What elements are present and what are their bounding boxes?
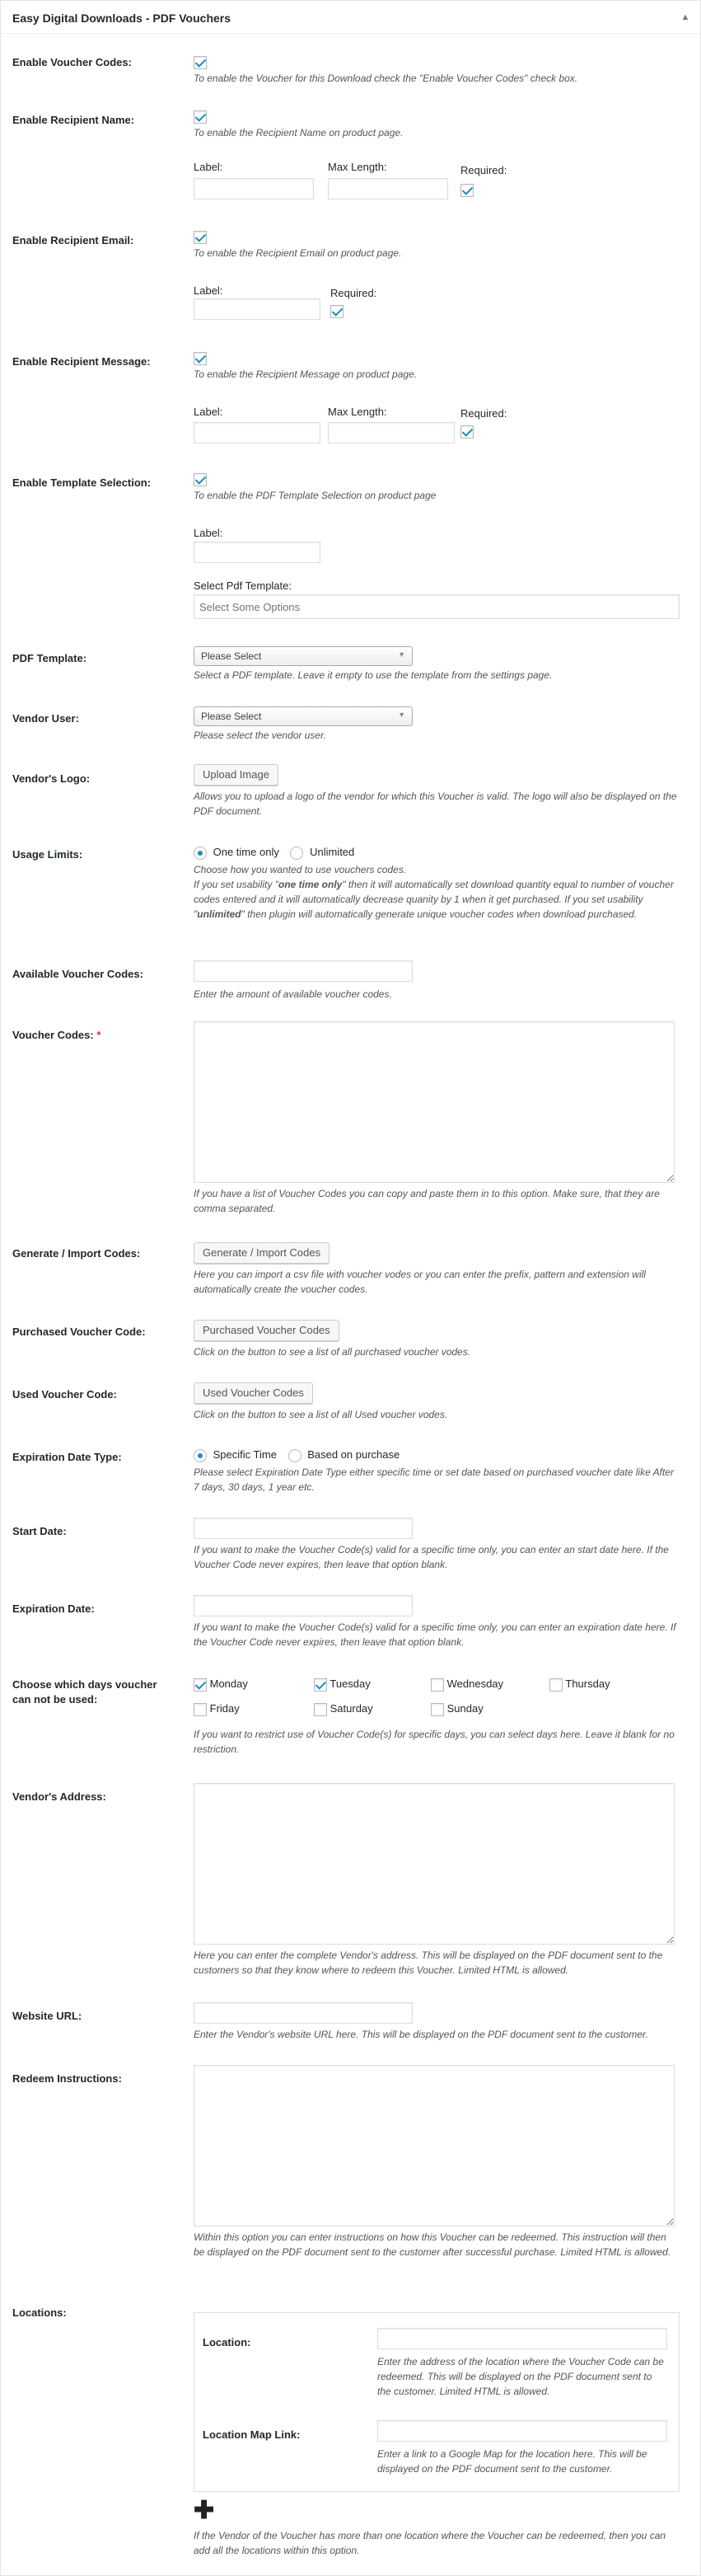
website-url-input[interactable] xyxy=(194,2002,413,2024)
recipient-email-label-caption: Label: xyxy=(194,284,223,297)
enable-voucher-checkbox[interactable] xyxy=(194,56,207,69)
recipient-name-label-input[interactable] xyxy=(194,178,314,199)
start-date-label: Start Date: xyxy=(12,1525,67,1537)
locations-label: Locations: xyxy=(12,2306,67,2319)
pdf-template-desc: Select a PDF template. Leave it empty to use the template from the settings page. xyxy=(194,669,553,681)
plus-icon[interactable]: ✚ xyxy=(194,2497,215,2524)
specific-time-radio[interactable] xyxy=(194,1449,207,1462)
expiration-type-desc: Please select Expiration Date Type either specific time or set date based on purchased voucher date like After 7 days, 30 days, 1 year etc. xyxy=(194,1466,674,1493)
template-select-caption: Select Pdf Template: xyxy=(194,579,292,592)
recipient-message-max-input[interactable] xyxy=(328,422,455,443)
days-desc: If you want to restrict use of Voucher Code(s) for specific days, you can select days here. Leave it blank for no restriction. xyxy=(194,1729,675,1755)
location-input[interactable] xyxy=(377,2328,667,2349)
used-codes-button[interactable]: Used Voucher Codes xyxy=(194,1382,313,1404)
pdf-template-select-value: Please Select xyxy=(201,650,262,662)
location-map-label: Location Map Link: xyxy=(203,2428,301,2441)
day-wednesday-checkbox[interactable] xyxy=(431,1678,444,1692)
recipient-name-required-caption: Required: xyxy=(460,164,507,176)
template-label-input[interactable] xyxy=(194,542,320,563)
recipient-message-checkbox[interactable] xyxy=(194,352,207,365)
purchased-codes-button[interactable]: Purchased Voucher Codes xyxy=(194,1320,339,1341)
recipient-message-max-caption: Max Length: xyxy=(328,406,387,418)
template-multiselect-input[interactable] xyxy=(194,594,680,619)
used-codes-desc: Click on the button to see a list of all Used voucher vodes. xyxy=(194,1409,448,1420)
used-codes-label: Used Voucher Code: xyxy=(12,1388,117,1401)
day-saturday[interactable]: Saturday xyxy=(314,1702,373,1716)
start-date-input[interactable] xyxy=(194,1518,413,1539)
day-monday-checkbox[interactable] xyxy=(194,1678,207,1692)
generate-import-button[interactable]: Generate / Import Codes xyxy=(194,1242,329,1264)
recipient-email-required-checkbox[interactable] xyxy=(330,305,343,318)
redeem-label: Redeem Instructions: xyxy=(12,2072,122,2085)
recipient-message-required-checkbox[interactable] xyxy=(460,425,474,439)
day-thursday[interactable]: Thursday xyxy=(549,1677,610,1692)
generate-import-label: Generate / Import Codes: xyxy=(12,1247,141,1260)
recipient-name-label: Enable Recipient Name: xyxy=(12,114,135,126)
recipient-name-required-checkbox[interactable] xyxy=(460,184,474,197)
based-on-purchase-label: Based on purchase xyxy=(307,1448,400,1461)
locations-desc: If the Vendor of the Voucher has more than one location where the Voucher can be redeemed, then you can add all the locations within this option. xyxy=(194,2530,666,2556)
usage-one-time-radio[interactable] xyxy=(194,847,207,860)
recipient-email-label: Enable Recipient Email: xyxy=(12,234,134,246)
vendor-user-label: Vendor User: xyxy=(12,712,79,725)
location-box xyxy=(194,2312,680,2492)
triangle-up-icon[interactable]: ▲ xyxy=(680,12,690,22)
locations-row xyxy=(1,2306,701,2569)
available-codes-label: Available Voucher Codes: xyxy=(12,968,143,980)
recipient-message-label-caption: Label: xyxy=(194,406,223,418)
usage-limits-desc-1: Choose how you wanted to use vouchers codes. xyxy=(194,864,407,875)
recipient-name-label-caption: Label: xyxy=(194,161,223,173)
template-selection-label: Enable Template Selection: xyxy=(12,476,152,489)
location-map-desc: Enter a link to a Google Map for the location here. This will be displayed on the PDF document sent to the customer. xyxy=(377,2448,647,2475)
day-tuesday-checkbox[interactable] xyxy=(314,1678,327,1692)
available-codes-desc: Enter the amount of available voucher codes. xyxy=(194,988,392,1000)
purchased-codes-label: Purchased Voucher Code: xyxy=(12,1326,146,1338)
template-selection-checkbox[interactable] xyxy=(194,473,207,486)
generate-import-desc: Here you can import a csv file with voucher vodes or you can enter the prefix, pattern and extension will automatically create the voucher codes. xyxy=(194,1269,646,1295)
recipient-message-label: Enable Recipient Message: xyxy=(12,355,151,368)
usage-limits-desc-2: If you set usability "one time only" then it will automatically set download quantity equal to number of voucher codes entered and it will automatically decrease quanity by 1 when it get purchased. If you set usability "unlimited" then plugin will automatically generate unique voucher codes when download purchased. xyxy=(194,879,674,920)
voucher-codes-label: Voucher Codes: * xyxy=(12,1029,101,1041)
vendor-user-select[interactable] xyxy=(194,706,413,726)
vendor-user-desc: Please select the vendor user. xyxy=(194,730,326,741)
vendor-logo-desc: Allows you to upload a logo of the vendor for which this Voucher is valid. The logo will also be displayed on the PDF document. xyxy=(194,791,677,817)
enable-voucher-label: Enable Voucher Codes: xyxy=(12,56,132,68)
required-mark: * xyxy=(96,1029,101,1041)
start-date-desc: If you want to make the Voucher Code(s) valid for a specific time only, you can enter an start date here. If the Voucher Code never expires, then leave that option blank. xyxy=(194,1544,669,1570)
location-label: Location: xyxy=(203,2336,251,2348)
location-desc: Enter the address of the location where the Voucher Code can be redeemed. This will be displayed on the PDF document sent to the customer. Limited HTML is allowed. xyxy=(377,2356,664,2397)
day-friday[interactable]: Friday xyxy=(194,1702,240,1716)
voucher-codes-desc: If you have a list of Voucher Codes you can copy and paste them in to this option. Make sure, that they are comma separated. xyxy=(194,1188,660,1214)
vendor-address-textarea[interactable] xyxy=(194,1783,675,1945)
recipient-message-label-input[interactable] xyxy=(194,422,320,443)
specific-time-label: Specific Time xyxy=(213,1448,277,1461)
location-map-input[interactable] xyxy=(377,2420,667,2442)
triangle-down-icon: ▼ xyxy=(398,650,405,659)
upload-image-button[interactable]: Upload Image xyxy=(194,764,278,786)
template-selection-desc: To enable the PDF Template Selection on product page xyxy=(194,489,437,501)
day-tuesday[interactable]: Tuesday xyxy=(314,1677,371,1692)
enable-voucher-desc: To enable the Voucher for this Download check the "Enable Voucher Codes" check box. xyxy=(194,72,578,84)
expiration-date-input[interactable] xyxy=(194,1595,413,1616)
day-friday-checkbox[interactable] xyxy=(194,1703,207,1716)
website-url-desc: Enter the Vendor's website URL here. This will be displayed on the PDF document sent to the customer. xyxy=(194,2029,648,2040)
purchased-codes-desc: Click on the button to see a list of all purchased voucher vodes. xyxy=(194,1346,471,1358)
based-on-purchase-radio[interactable] xyxy=(288,1449,301,1462)
triangle-down-icon: ▼ xyxy=(398,711,405,719)
recipient-message-required-caption: Required: xyxy=(460,407,507,420)
available-codes-input[interactable] xyxy=(194,960,413,982)
expiration-type-label: Expiration Date Type: xyxy=(12,1451,122,1463)
website-url-label: Website URL: xyxy=(12,2010,82,2022)
vendor-address-label: Vendor's Address: xyxy=(12,1790,106,1803)
recipient-email-checkbox[interactable] xyxy=(194,231,207,244)
pdf-template-select[interactable] xyxy=(194,646,413,666)
recipient-email-label-input[interactable] xyxy=(194,298,320,320)
vendor-user-select-value: Please Select xyxy=(201,711,262,722)
usage-unlimited-label: Unlimited xyxy=(310,846,355,858)
day-monday[interactable]: Monday xyxy=(194,1677,248,1692)
redeem-textarea[interactable] xyxy=(194,2065,675,2226)
metabox-header xyxy=(1,1,700,34)
recipient-message-desc: To enable the Recipient Message on product page. xyxy=(194,368,418,380)
day-sunday-checkbox[interactable] xyxy=(431,1703,444,1716)
expiration-date-label: Expiration Date: xyxy=(12,1602,95,1615)
recipient-email-desc: To enable the Recipient Email on product page. xyxy=(194,246,402,259)
metabox-title: Easy Digital Downloads - PDF Vouchers xyxy=(12,12,231,25)
day-saturday-checkbox[interactable] xyxy=(314,1703,327,1716)
recipient-name-max-caption: Max Length: xyxy=(328,161,387,173)
recipient-name-max-input[interactable] xyxy=(328,178,448,199)
vendor-address-desc: Here you can enter the complete Vendor's address. This will be displayed on the PDF document sent to the customers so that they know where to redeem this Voucher. Limited HTML is allowed. xyxy=(194,1950,663,1976)
template-label-caption: Label: xyxy=(194,527,223,539)
vendor-logo-label: Vendor's Logo: xyxy=(12,772,91,785)
day-wednesday[interactable]: Wednesday xyxy=(431,1677,503,1692)
pdf-template-label: PDF Template: xyxy=(12,652,87,664)
recipient-email-required-caption: Required: xyxy=(330,287,377,299)
recipient-name-checkbox[interactable] xyxy=(194,110,207,124)
expiration-date-desc: If you want to make the Voucher Code(s) valid for a specific time only, you can enter an expiration date here. If the Voucher Code never expires, then leave that option blank. xyxy=(194,1621,676,1648)
voucher-codes-textarea[interactable] xyxy=(194,1021,675,1183)
usage-unlimited-radio[interactable] xyxy=(290,847,303,860)
usage-one-time-label: One time only xyxy=(213,846,279,858)
day-thursday-checkbox[interactable] xyxy=(549,1678,563,1692)
recipient-name-desc: To enable the Recipient Name on product page. xyxy=(194,126,404,138)
day-sunday[interactable]: Sunday xyxy=(431,1702,484,1716)
redeem-desc: Within this option you can enter instructions on how this Voucher can be redeemed. This instruction will then be displayed on the PDF document sent to the customer after successful purchase. Limited HTML is allowed. xyxy=(194,2231,671,2258)
usage-limits-label: Usage Limits: xyxy=(12,848,83,861)
days-label: Choose which days voucher can not be used: xyxy=(12,1678,157,1706)
